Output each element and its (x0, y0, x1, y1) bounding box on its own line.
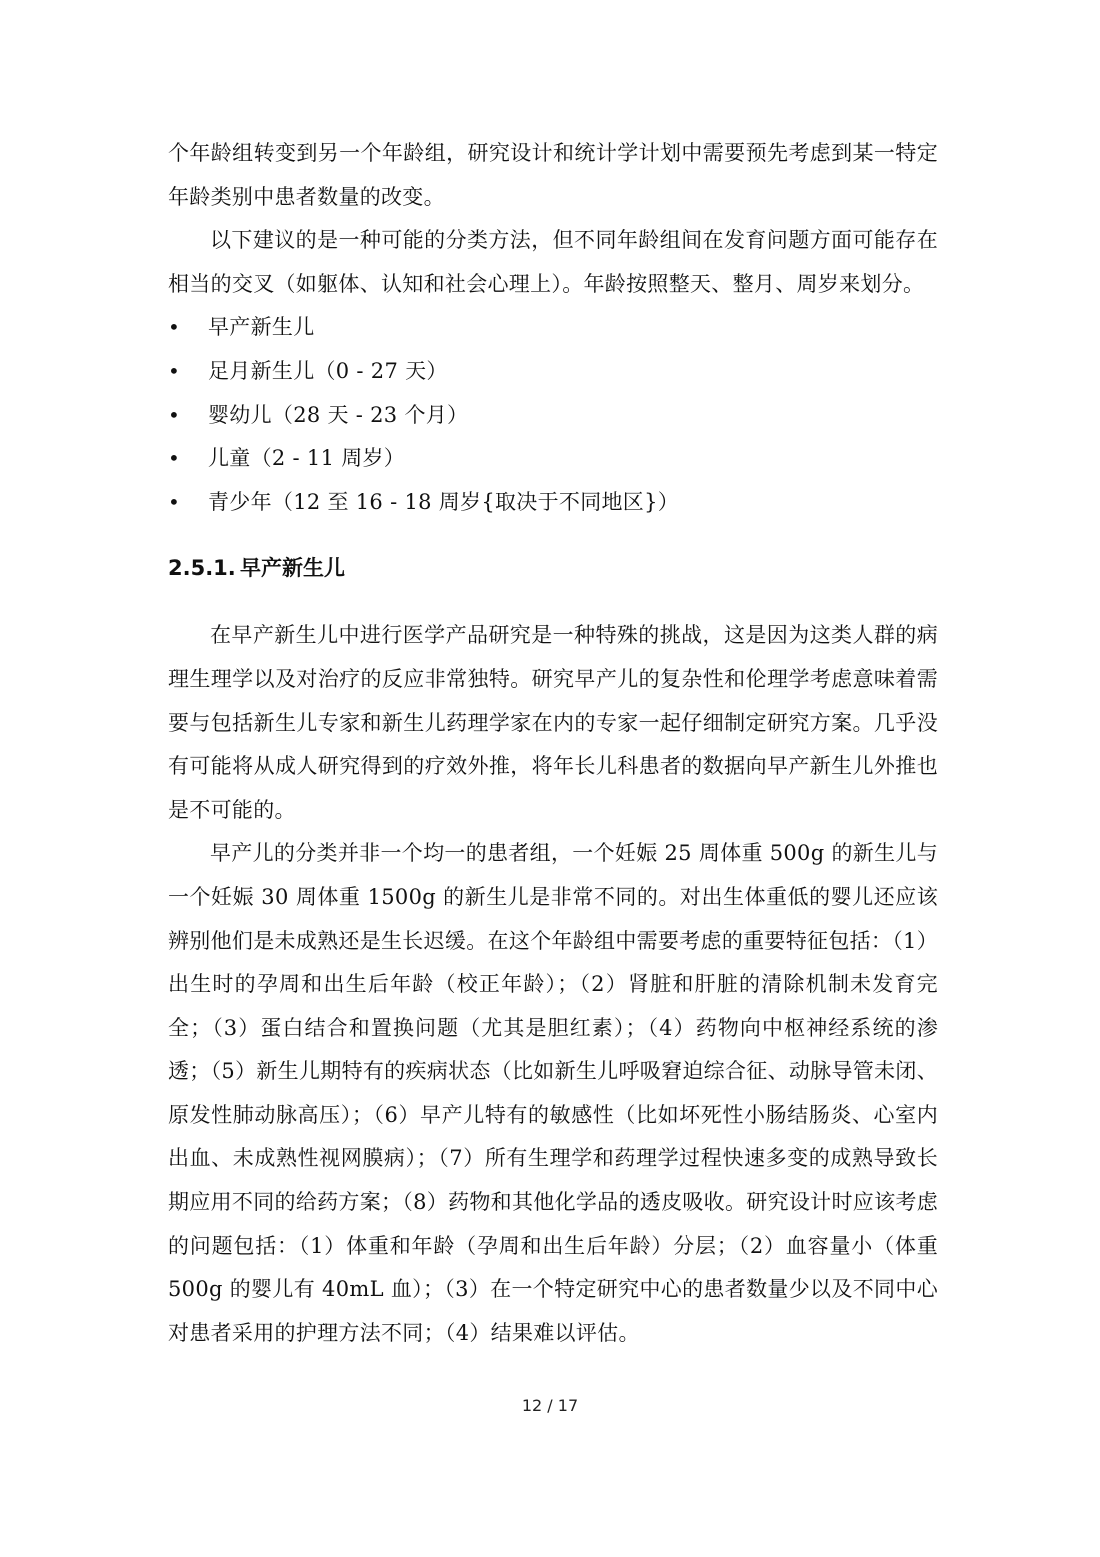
section-number: 2.5.1. (168, 556, 236, 581)
list-item (168, 481, 938, 525)
bullet-icon: • (168, 315, 181, 340)
bullet-icon: • (168, 358, 181, 383)
list-item (168, 437, 938, 481)
section-title: 早产新生儿 (240, 556, 345, 581)
list-item-text: 婴幼儿（28 天 - 23 个月） (208, 402, 469, 427)
list-item (168, 394, 938, 438)
bullet-icon: • (168, 402, 181, 427)
page-number: 12 / 17 (521, 1396, 579, 1415)
list-item-text: 足月新生儿（0 - 27 天） (208, 358, 448, 383)
paragraph-continuation: 个年龄组转变到另一个年龄组，研究设计和统计学计划中需要预先考虑到某一特定年龄类别中患者数量的改变。 (168, 141, 938, 209)
bullet-icon: • (168, 489, 181, 514)
list-item-text: 儿童（2 - 11 周岁） (208, 446, 406, 471)
paragraph-preterm-classification: 早产儿的分类并非一个均一的患者组，一个妊娠 25 周体重 500g 的新生儿与一个妊娠 30 周体重 1500g 的新生儿是非常不同的。对出生体重低的婴儿还应该辨别他们是未成熟还是生长迟缓。在这个年龄组中需要考虑的重要特征包括：（1）出生时的孕周和出生后年龄（校正年龄）；（2）肾脏和肝脏的清除机制未发育完全；（3）蛋白结合和置换问题（尤其是胆红素）；（4）药物向中枢神经系统的渗透；（5）新生儿期特有的疾病状态（比如新生儿呼吸窘迫综合征、动脉导管未闭、原发性肺动脉高压）；（6）早产儿特有的敏感性（比如坏死性小肠结肠炎、心室内出血、未成熟性视网膜病）；（7）所有生理学和药理学过程快速多变的成熟导致长期应用不同的给药方案；（8）药物和其他化学品的透皮吸收。研究设计时应该考虑的问题包括：（1）体重和年龄（孕周和出生后年龄）分层；（2）血容量小（体重 500g 的婴儿有 40mL 血）；（3）在一个特定研究中心的患者数量少以及不同中心对患者采用的护理方法不同；（4）结果难以评估。 (168, 841, 938, 1345)
list-item-text: 早产新生儿 (208, 315, 315, 340)
list-item-text: 青少年（12 至 16 - 18 周岁{取决于不同地区}） (208, 489, 680, 514)
section-heading (168, 554, 938, 582)
paragraph-preterm-challenge: 在早产新生儿中进行医学产品研究是一种特殊的挑战，这是因为这类人群的病理生理学以及对治疗的反应非常独特。研究早产儿的复杂性和伦理学考虑意味着需要与包括新生儿专家和新生儿药理学家在内的专家一起仔细制定研究方案。几乎没有可能将从成人研究得到的疗效外推，将年长儿科患者的数据向早产新生儿外推也是不可能的。 (168, 623, 938, 822)
list-item (168, 350, 938, 394)
bullet-icon: • (168, 446, 181, 471)
document-page (168, 132, 938, 1355)
list-item (168, 306, 938, 350)
age-group-list (168, 306, 938, 524)
paragraph-classification-intro: 以下建议的是一种可能的分类方法，但不同年龄组间在发育问题方面可能存在相当的交叉（如躯体、认知和社会心理上）。年龄按照整天、整月、周岁来划分。 (168, 228, 938, 296)
